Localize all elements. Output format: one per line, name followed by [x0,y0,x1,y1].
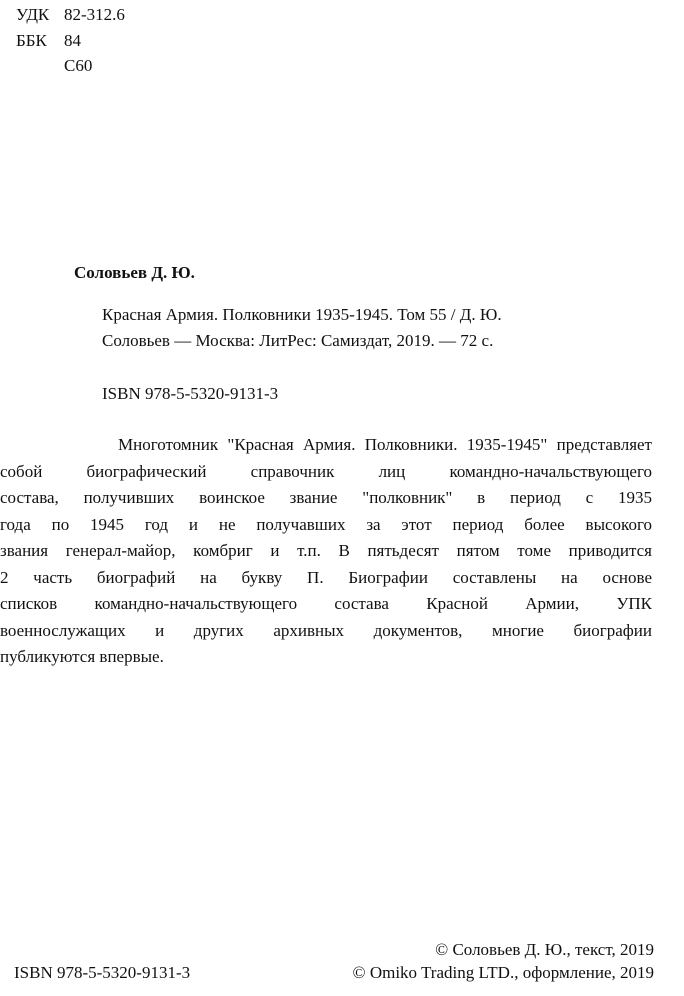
author-mark: С60 [64,56,93,75]
abstract-line: Многотомник "Красная Армия. Полковники. 1935-1945" представляет [118,435,652,454]
isbn-main: ISBN 978-5-5320-9131-3 [102,384,279,403]
abstract-line: состава, получивших воинское звание "полковник" в период с 1935 [0,488,652,507]
abstract-line: звания генерал-майор, комбриг и т.п. В пятьдесят пятом томе приводится [0,541,652,560]
abstract-line: собой биографический справочник лиц командно-начальствующего [0,461,652,481]
udk-label: УДК [16,5,50,24]
abstract-line: публикуются впервые. [0,647,164,666]
bbk-value: 84 [64,31,81,50]
abstract [0,432,652,671]
abstract-line: военнослужащих и других архивных документов, многие биографии [0,620,652,640]
bibliographic-line-2: Соловьев — Москва: ЛитРес: Самиздат, 2019. — 72 с. [102,331,494,350]
abstract-line: 2 часть биографий на букву П. Биографии составлены на основе [0,567,652,587]
udk-value: 82-312.6 [64,5,125,24]
bibliographic-line-1: Красная Армия. Полковники 1935-1945. Том 55 / Д. Ю. [102,305,502,324]
copyright-text: © Соловьев Д. Ю., текст, 2019 [435,940,654,959]
copyright-design: © Omiko Trading LTD., оформление, 2019 [352,963,654,982]
abstract-line: года по 1945 год и не получавших за этот период более высокого [0,514,652,534]
abstract-line: списков командно-начальствующего состава Красной Армии, УПК [0,594,652,613]
author-heading: Соловьев Д. Ю. [74,263,195,282]
footer-isbn: ISBN 978-5-5320-9131-3 [14,963,191,982]
bbk-label: ББК [16,31,47,50]
